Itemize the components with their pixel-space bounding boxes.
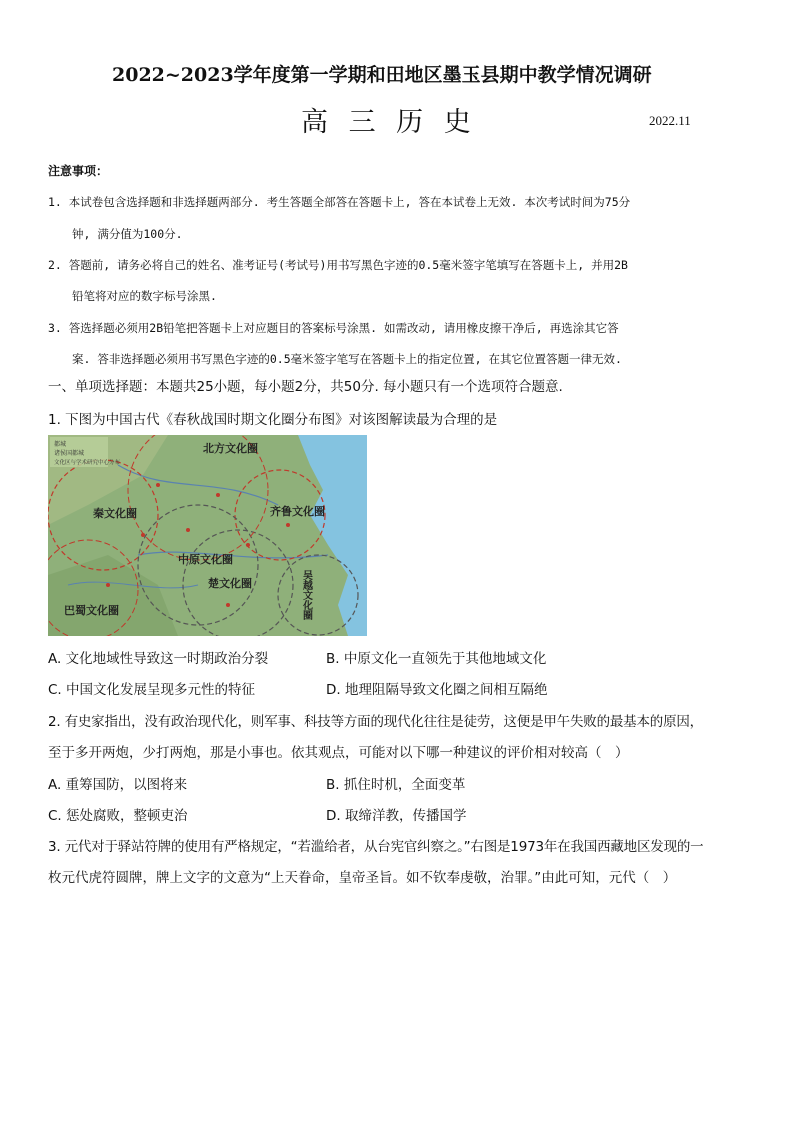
q1-option-a[interactable]: A. 文化地域性导致这一时期政治分裂: [48, 651, 269, 667]
notice-line-1: 1. 本试卷包含选择题和非选择题两部分. 考生答题全部答在答题卡上, 答在本试卷上无效. 本次考试时间为75分: [48, 195, 631, 209]
map-label-wuyue: 吴越文化圈: [300, 570, 312, 620]
notice-heading: 注意事项：: [48, 164, 109, 178]
map-label-qin: 秦文化圈: [93, 507, 137, 520]
q1-option-d[interactable]: D. 地理阻隔导致文化圈之间相互隔绝: [326, 682, 548, 698]
map-label-north: 北方文化圈: [203, 442, 258, 455]
subject-title: 高 三 历 史: [301, 107, 477, 138]
legend-item-state-capital: 诸侯国都城: [54, 450, 85, 457]
notice-line-4: 铅笔将对应的数字标号涂黑.: [72, 289, 217, 303]
question-3-stem-line-2: 枚元代虎符圆牌，牌上文字的文意为“上天眷命，皇帝圣旨。如不钦奉虔敬，治罪。”由此可知，元代（ ）: [48, 870, 677, 886]
section-heading: 一、单项选择题：本题共25小题，每小题2分，共50分. 每小题只有一个选项符合题意.: [48, 379, 563, 395]
question-1-stem: 1. 下图为中国古代《春秋战国时期文化圈分布图》对该图解读最为合理的是: [48, 412, 498, 428]
exam-date: 2022.11: [649, 113, 691, 128]
notice-line-3: 2. 答题前, 请务必将自己的姓名、准考证号(考试号)用书写黑色字迹的0.5毫米签字笔填写在答题卡上, 并用2B: [48, 258, 628, 272]
notice-line-6: 案. 答非选择题必须用书写黑色字迹的0.5毫米签字笔写在答题卡上的指定位置, 在其它位置答题一律无效.: [72, 352, 622, 366]
question-2-stem-line-1: 2. 有史家指出，没有政治现代化，则军事、科技等方面的现代化往往是徒劳，这便是甲午失败的最基本的原因，: [48, 714, 703, 730]
q2-option-b[interactable]: B. 抓住时机，全面变革: [326, 777, 466, 793]
map-label-zhongyuan: 中原文化圈: [178, 553, 233, 566]
culture-circle-map: [48, 435, 367, 636]
legend-item-capital: 都城: [54, 441, 67, 448]
notice-line-2: 钟, 满分值为100分.: [72, 227, 183, 241]
q1-option-c[interactable]: C. 中国文化发展呈现多元性的特征: [48, 682, 256, 698]
q2-option-d[interactable]: D. 取缔洋教，传播国学: [326, 808, 467, 824]
exam-title: 2022~2023学年度第一学期和田地区墨玉县期中教学情况调研: [112, 64, 652, 86]
q1-option-b[interactable]: B. 中原文化一直领先于其他地域文化: [326, 651, 547, 667]
question-2-stem-line-2: 至于多开两炮，少打两炮，那是小事也。依其观点，可能对以下哪一种建议的评价相对较高（ ）: [48, 745, 629, 761]
map-label-qilu: 齐鲁文化圈: [270, 505, 325, 518]
q2-option-a[interactable]: A. 重筹国防，以图将来: [48, 777, 188, 793]
legend-item-culture-area: 文化区与学术研究中心分布: [54, 460, 121, 466]
q2-option-c[interactable]: C. 惩处腐败，整顿吏治: [48, 808, 188, 824]
question-3-stem-line-1: 3. 元代对于驿站符牌的使用有严格规定，“若滥给者，从台宪官纠察之。”右图是1973年在我国西藏地区发现的一: [48, 839, 704, 855]
notice-line-5: 3. 答选择题必须用2B铅笔把答题卡上对应题目的答案标号涂黑. 如需改动, 请用橡皮擦干净后, 再选涂其它答: [48, 321, 619, 335]
map-label-chu: 楚文化圈: [208, 577, 252, 590]
map-label-bashu: 巴蜀文化圈: [64, 604, 119, 617]
